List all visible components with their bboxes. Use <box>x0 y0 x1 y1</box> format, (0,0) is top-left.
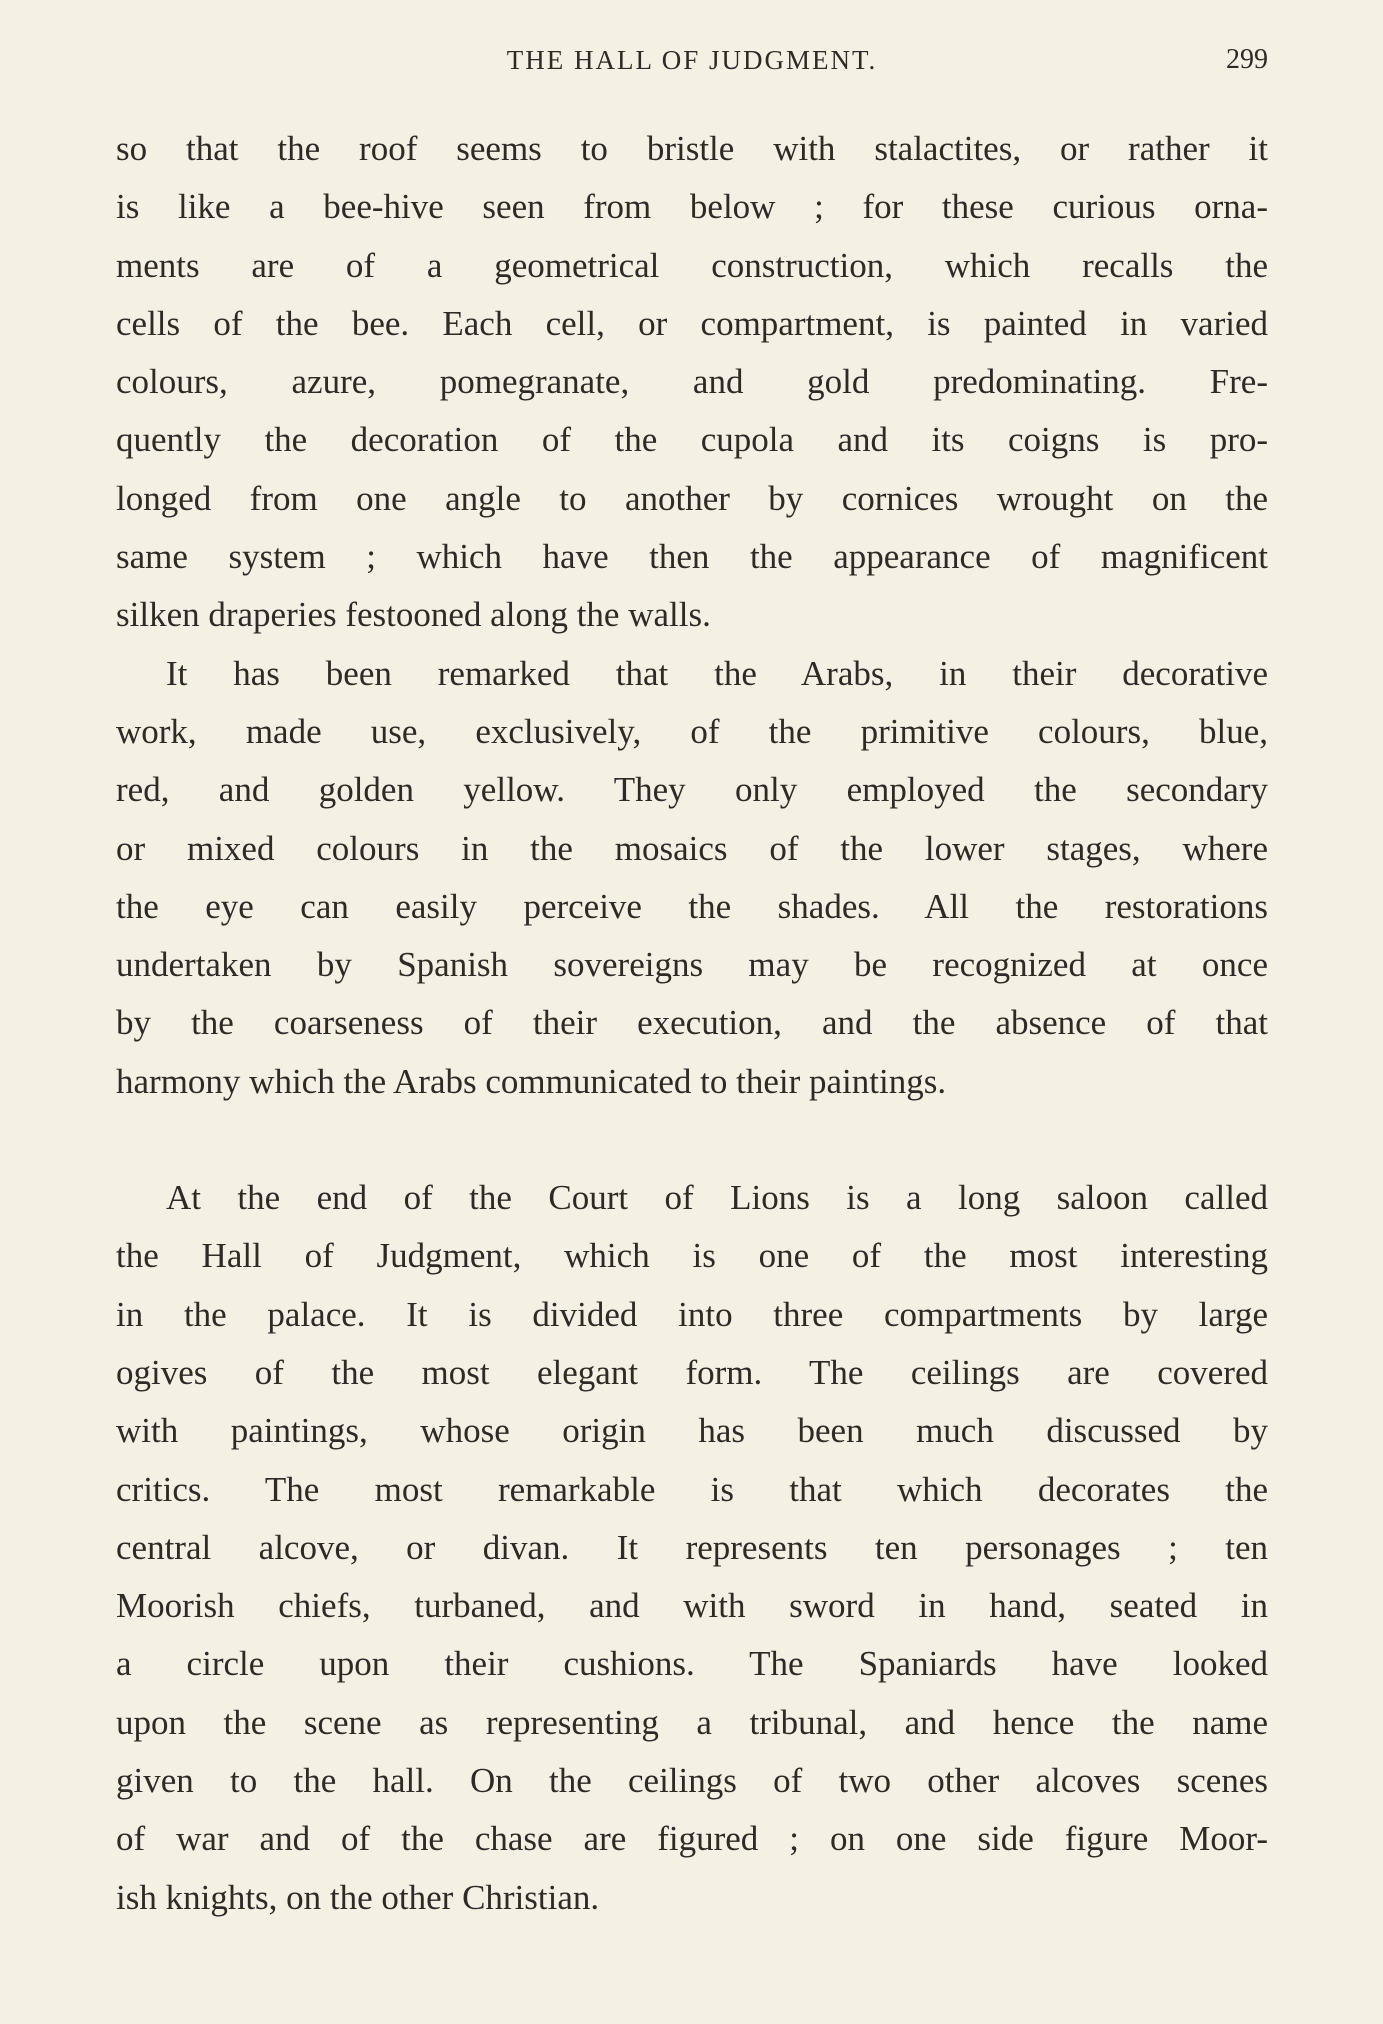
body-text <box>116 120 1268 1927</box>
text-line: Moorish chiefs, turbaned, and with sword in hand, seated in <box>116 1586 1268 1626</box>
page-number: 299 <box>1226 44 1268 75</box>
text-line: colours, azure, pomegranate, and gold predominating. Fre- <box>116 362 1268 402</box>
text-line: the Hall of Judgment, which is one of the most interesting <box>116 1236 1268 1276</box>
text-line: in the palace. It is divided into three compartments by large <box>116 1294 1268 1334</box>
text-line: upon the scene as representing a tribunal, and hence the name <box>116 1702 1268 1742</box>
text-line: critics. The most remarkable is that which decorates the <box>116 1469 1268 1509</box>
text-line: work, made use, exclusively, of the primitive colours, blue, <box>116 711 1268 751</box>
text-line: or mixed colours in the mosaics of the lower stages, where <box>116 828 1268 868</box>
paragraph-2 <box>116 645 1268 1111</box>
text-line: a circle upon their cushions. The Spaniards have looked <box>116 1644 1268 1684</box>
text-line: same system ; which have then the appearance of magnificent <box>116 537 1268 577</box>
running-head <box>116 40 1268 80</box>
text-line: by the coarseness of their execution, and the absence of that <box>116 1003 1268 1043</box>
text-line: quently the decoration of the cupola and its coigns is pro- <box>116 420 1268 460</box>
section-gap <box>116 1111 1268 1169</box>
text-line: ish knights, on the other Christian. <box>116 1877 600 1917</box>
text-line: It has been remarked that the Arabs, in their decorative <box>166 653 1268 693</box>
text-line: At the end of the Court of Lions is a long saloon called <box>166 1178 1268 1218</box>
text-line: the eye can easily perceive the shades. All the restorations <box>116 886 1268 926</box>
text-line: red, and golden yellow. They only employed the secondary <box>116 770 1268 810</box>
text-line: given to the hall. On the ceilings of two other alcoves scenes <box>116 1761 1268 1801</box>
text-line: is like a bee-hive seen from below ; for these curious orna- <box>116 187 1268 227</box>
text-line: central alcove, or divan. It represents ten personages ; ten <box>116 1527 1268 1567</box>
text-line: cells of the bee. Each cell, or compartment, is painted in varied <box>116 303 1268 343</box>
text-line: harmony which the Arabs communicated to their paintings. <box>116 1061 947 1101</box>
text-line: ments are of a geometrical construction, which recalls the <box>116 245 1268 285</box>
paragraph-1 <box>116 120 1268 645</box>
text-line: silken draperies festooned along the walls. <box>116 595 711 635</box>
running-title: THE HALL OF JUDGMENT. <box>506 45 878 75</box>
text-line: ogives of the most elegant form. The ceilings are covered <box>116 1352 1268 1392</box>
text-line: with paintings, whose origin has been much discussed by <box>116 1411 1268 1451</box>
text-line: of war and of the chase are figured ; on one side figure Moor- <box>116 1819 1268 1859</box>
text-line: so that the roof seems to bristle with stalactites, or rather it <box>116 129 1268 168</box>
text-line: longed from one angle to another by cornices wrought on the <box>116 478 1268 518</box>
text-line: undertaken by Spanish sovereigns may be recognized at once <box>116 945 1268 985</box>
paragraph-3 <box>116 1169 1268 1927</box>
